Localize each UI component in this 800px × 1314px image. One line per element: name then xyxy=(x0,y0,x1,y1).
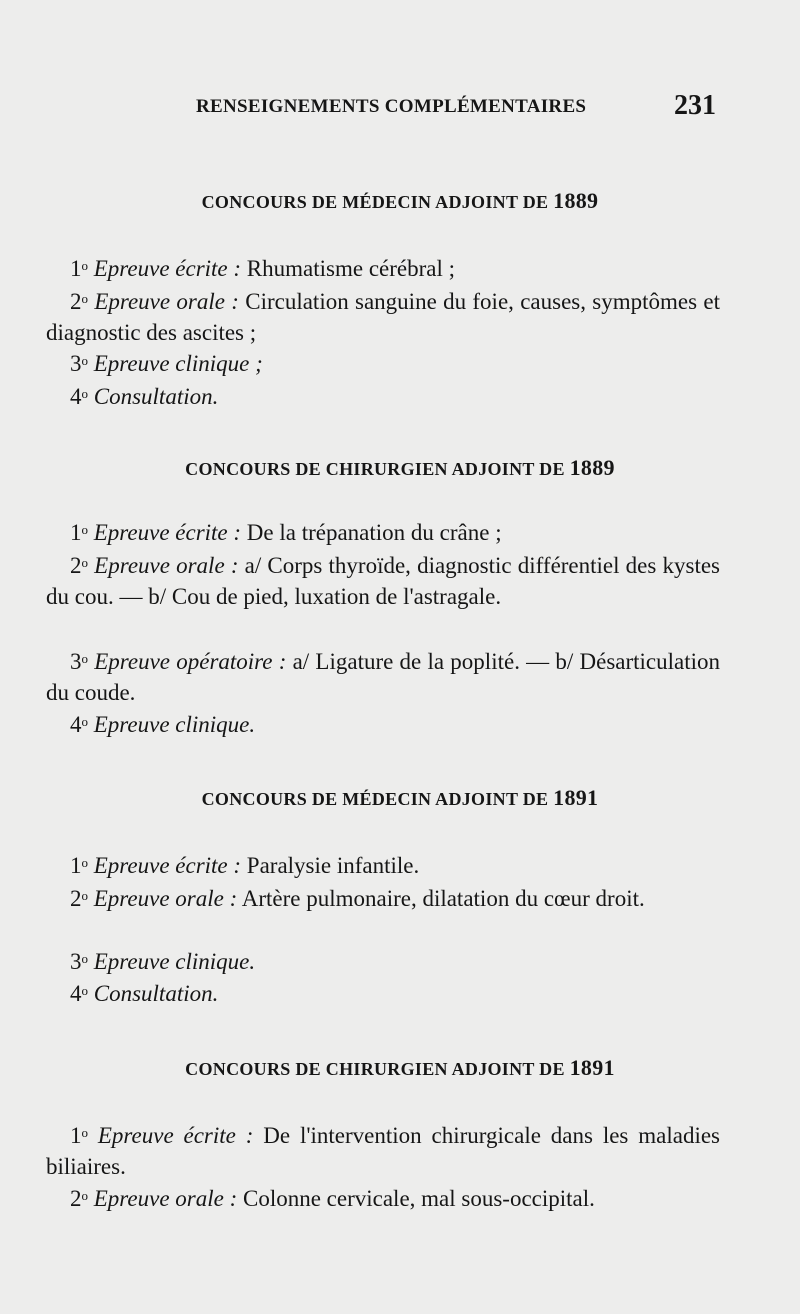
list-item: 4$^o$ Consultation. xyxy=(70,981,219,1006)
section-year: 1889 xyxy=(553,188,599,213)
list-item: 2$^o$ Epreuve orale : Artère pulmonaire, dilatation du cœur droit. xyxy=(70,886,645,911)
list-item: 4$^o$ Epreuve clinique. xyxy=(70,712,256,737)
list-item: 2$^o$ Epreuve orale : Colonne cervicale, mal sous-occipital. xyxy=(70,1186,595,1211)
section-year: 1891 xyxy=(553,785,599,810)
section-heading: CONCOURS DE MÉDECIN ADJOINT DE 1889 xyxy=(201,188,599,213)
section-year: 1889 xyxy=(569,455,615,480)
section-heading: CONCOURS DE MÉDECIN ADJOINT DE 1891 xyxy=(201,785,599,810)
list-item: 3$^o$ Epreuve clinique. xyxy=(70,949,256,974)
running-title: RENSEIGNEMENTS COMPLÉMENTAIRES xyxy=(196,96,587,117)
page-number: 231 xyxy=(674,90,716,121)
list-item: 1$^o$ Epreuve écrite : De l'intervention chirurgicale dans les maladies biliaires. xyxy=(46,1123,720,1179)
list-item: 2$^o$ Epreuve orale : a/ Corps thyroïde, diagnostic différentiel des kystes du cou. — b/ Cou de pied, luxation de l'astragale. xyxy=(46,553,721,609)
list-item: 3$^o$ Epreuve opératoire : a/ Ligature de la poplité. — b/ Désarticulation du coude. xyxy=(46,649,721,705)
running-header xyxy=(196,90,716,128)
list-item: 1$^o$ Epreuve écrite : Paralysie infantile. xyxy=(70,853,420,878)
list-item: 1$^o$ Epreuve écrite : Rhumatisme cérébral ; xyxy=(70,256,455,281)
section-year: 1891 xyxy=(569,1055,615,1080)
list-item: 3$^o$ Epreuve clinique ; xyxy=(70,351,263,376)
list-item: 2$^o$ Epreuve orale : Circulation sanguine du foie, causes, symptômes et diagnostic des ascites ; xyxy=(46,289,720,345)
section-heading: CONCOURS DE CHIRURGIEN ADJOINT DE 1889 xyxy=(185,455,615,480)
list-item: 4$^o$ Consultation. xyxy=(70,384,219,409)
section-heading: CONCOURS DE CHIRURGIEN ADJOINT DE 1891 xyxy=(185,1055,615,1080)
list-item: 1$^o$ Epreuve écrite : De la trépanation du crâne ; xyxy=(70,520,502,545)
